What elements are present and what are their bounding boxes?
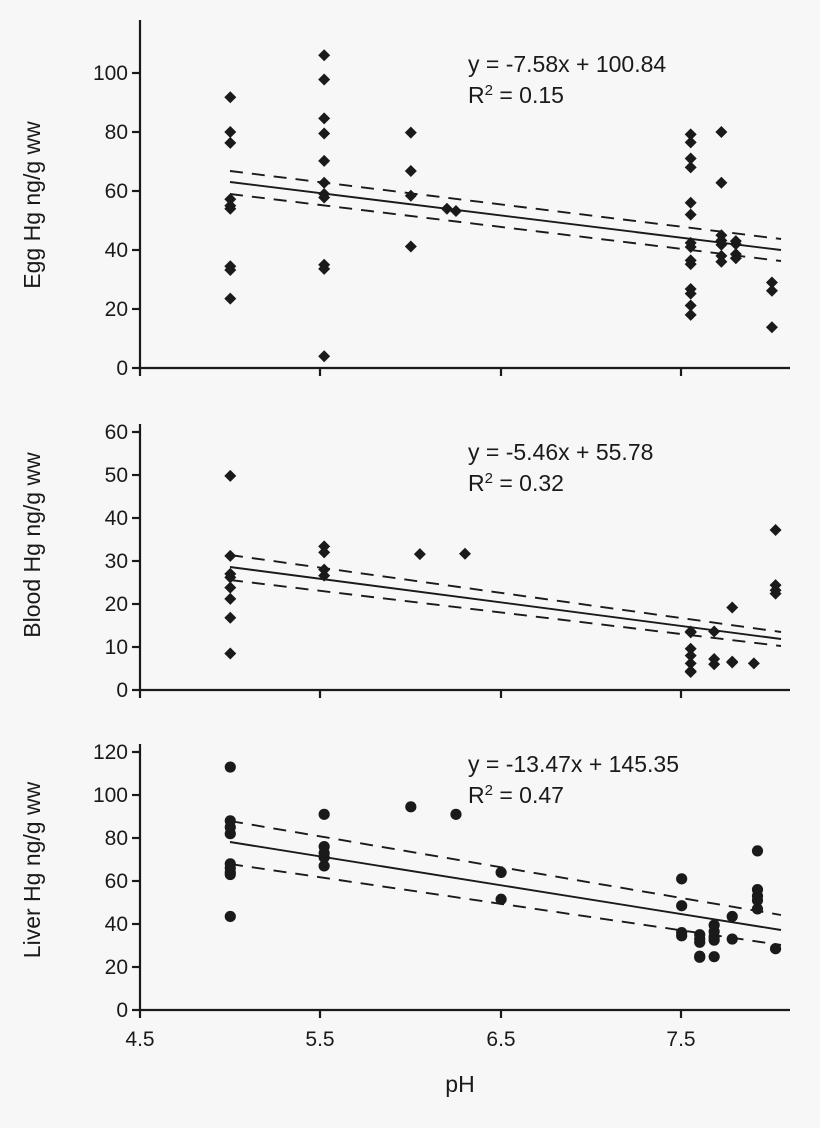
data-point <box>225 869 236 880</box>
data-point <box>318 112 330 124</box>
blood-plot-svg <box>0 390 820 710</box>
data-point <box>405 240 417 252</box>
blood-x-ticks <box>140 690 681 698</box>
data-point <box>224 582 236 594</box>
data-point <box>318 73 330 85</box>
data-point <box>748 657 760 669</box>
data-point <box>405 127 417 139</box>
data-point <box>726 601 738 613</box>
liver-equation: y = -13.47x + 145.35 <box>468 751 679 777</box>
egg-annotation <box>468 51 666 108</box>
data-point <box>676 900 687 911</box>
liver-y-tick-labels <box>93 741 128 1022</box>
blood-y-tick-labels <box>105 421 128 702</box>
data-point <box>318 49 330 61</box>
data-point <box>405 190 417 202</box>
blood-data-points <box>224 470 781 678</box>
egg-y-ticks <box>132 73 140 368</box>
data-point <box>225 761 236 772</box>
data-point <box>676 930 687 941</box>
data-point <box>752 845 763 856</box>
liver-y-tick-20: 20 <box>104 956 128 979</box>
x-tick-7-5: 7.5 <box>666 1028 696 1051</box>
liver-y-ticks <box>132 752 140 1010</box>
data-point <box>224 293 236 305</box>
data-point <box>685 161 697 173</box>
liver-r-squared: $R^2 = 0.47$ <box>468 781 564 808</box>
blood-equation: y = -5.46x + 55.78 <box>468 439 654 465</box>
egg-y-tick-labels <box>93 62 128 380</box>
data-point <box>685 136 697 148</box>
egg-y-tick-20: 20 <box>104 298 128 321</box>
egg-plot-svg <box>0 0 820 390</box>
liver-y-tick-60: 60 <box>104 870 128 893</box>
data-point <box>405 801 416 812</box>
data-point <box>685 209 697 221</box>
data-point <box>318 350 330 362</box>
data-point <box>752 903 763 914</box>
liver-y-tick-40: 40 <box>104 913 128 936</box>
data-point <box>694 937 705 948</box>
liver-y-axis-title: Liver Hg ng/g ww <box>19 781 45 959</box>
blood-y-axis-title: Blood Hg ng/g ww <box>19 452 45 638</box>
data-point <box>715 177 727 189</box>
data-point <box>685 197 697 209</box>
data-point <box>318 546 330 558</box>
egg-equation: y = -7.58x + 100.84 <box>468 51 667 77</box>
data-point <box>676 873 687 884</box>
data-point <box>319 809 330 820</box>
data-point <box>224 550 236 562</box>
data-point <box>766 285 778 297</box>
blood-y-tick-50: 50 <box>104 464 128 487</box>
data-point <box>709 935 720 946</box>
blood-y-tick-20: 20 <box>104 593 128 616</box>
data-point <box>318 155 330 167</box>
data-point <box>450 809 461 820</box>
chart-panel-liver <box>0 710 820 1128</box>
blood-annotation <box>468 439 653 496</box>
data-point <box>224 126 236 138</box>
x-axis-title: pH <box>445 1071 475 1097</box>
egg-r-squared: $R^2 = 0.15$ <box>468 81 564 108</box>
liver-annotation <box>468 751 679 808</box>
data-point <box>441 203 453 215</box>
liver-x-ticks <box>140 1010 681 1018</box>
data-point <box>459 548 471 560</box>
liver-x-tick-labels <box>125 1028 695 1051</box>
egg-y-tick-40: 40 <box>104 239 128 262</box>
blood-regression-lines <box>230 555 781 646</box>
blood-y-tick-10: 10 <box>104 636 128 659</box>
egg-y-tick-60: 60 <box>104 180 128 203</box>
x-tick-6-5: 6.5 <box>486 1028 516 1051</box>
data-point <box>224 137 236 149</box>
blood-y-tick-30: 30 <box>104 550 128 573</box>
blood-y-tick-0: 0 <box>116 679 128 702</box>
data-point <box>685 666 697 678</box>
data-point <box>766 321 778 333</box>
egg-y-axis-title: Egg Hg ng/g ww <box>19 121 45 289</box>
blood-y-tick-40: 40 <box>104 507 128 530</box>
data-point <box>225 828 236 839</box>
egg-y-tick-100: 100 <box>92 62 128 85</box>
liver-axes <box>140 744 790 1010</box>
data-point <box>727 933 738 944</box>
data-point <box>708 626 720 638</box>
chart-panel-egg <box>0 0 820 390</box>
data-point <box>727 911 738 922</box>
data-point <box>405 165 417 177</box>
data-point <box>496 894 507 905</box>
data-point <box>224 470 236 482</box>
data-point <box>685 309 697 321</box>
liver-regression-lines <box>230 821 781 945</box>
liver-y-tick-0: 0 <box>116 999 128 1022</box>
liver-y-tick-120: 120 <box>92 741 128 764</box>
data-point <box>414 548 426 560</box>
data-point <box>318 127 330 139</box>
data-point <box>715 126 727 138</box>
data-point <box>318 177 330 189</box>
data-point <box>770 943 781 954</box>
blood-y-ticks <box>132 432 140 690</box>
blood-y-tick-60: 60 <box>104 421 128 444</box>
data-point <box>224 647 236 659</box>
data-point <box>726 656 738 668</box>
data-point <box>224 612 236 624</box>
data-point <box>319 860 330 871</box>
x-tick-5-5: 5.5 <box>305 1028 335 1051</box>
liver-plot-svg <box>0 710 820 1128</box>
data-point <box>770 524 782 536</box>
data-point <box>496 867 507 878</box>
chart-panel-blood <box>0 390 820 710</box>
data-point <box>450 205 462 217</box>
data-point <box>225 911 236 922</box>
egg-y-tick-80: 80 <box>104 121 128 144</box>
egg-x-ticks <box>140 368 681 376</box>
egg-regression-lines <box>230 171 781 261</box>
liver-y-tick-80: 80 <box>104 827 128 850</box>
blood-r-squared: $R^2 = 0.32$ <box>468 469 564 496</box>
data-point <box>224 91 236 103</box>
data-point <box>709 951 720 962</box>
egg-y-tick-0: 0 <box>116 357 128 380</box>
x-tick-4-5: 4.5 <box>125 1028 155 1051</box>
liver-y-tick-100: 100 <box>92 784 128 807</box>
data-point <box>224 593 236 605</box>
data-point <box>694 952 705 963</box>
